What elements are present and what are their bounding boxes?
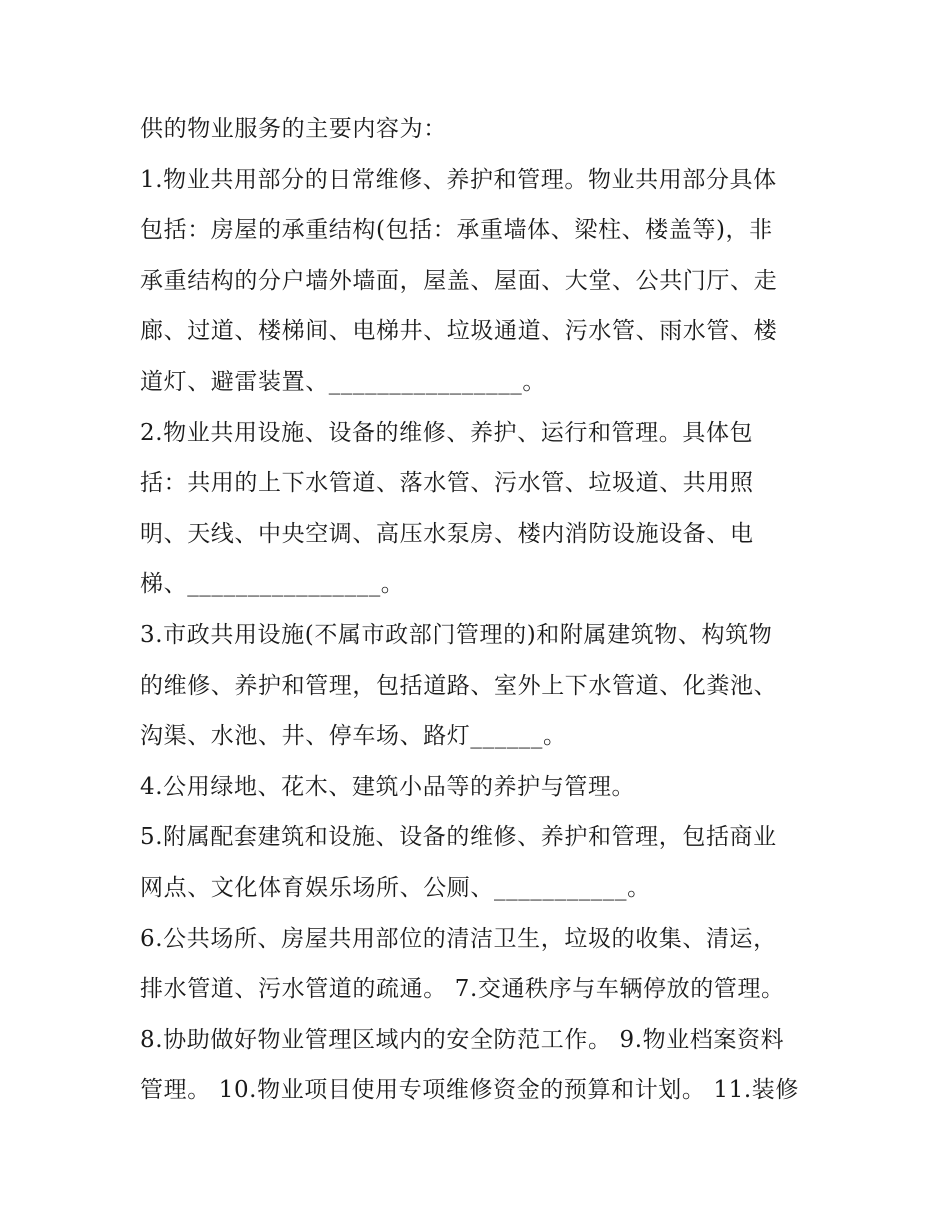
text-line: 3.市政共用设施(不属市政部门管理的)和附属建筑物、构筑物 bbox=[140, 621, 773, 648]
text-line: 括：共用的上下水管道、落水管、污水管、垃圾道、共用照 bbox=[140, 470, 754, 497]
text-line: 廊、过道、楼梯间、电梯井、垃圾通道、污水管、雨水管、楼 bbox=[140, 318, 778, 345]
text-line: 供的物业服务的主要内容为： bbox=[140, 116, 447, 142]
text-line: 道灯、避雷装置、________________。 bbox=[140, 368, 546, 395]
text-line: 梯、________________。 bbox=[140, 571, 405, 598]
text-line: 包括：房屋的承重结构(包括：承重墙体、梁柱、楼盖等)，非 bbox=[140, 217, 773, 244]
text-line: 沟渠、水池、井、停车场、路灯______。 bbox=[140, 723, 567, 750]
text-line: 排水管道、污水管道的疏通。 7.交通秩序与车辆停放的管理。 bbox=[140, 976, 785, 1003]
text-line: 5.附属配套建筑和设施、设备的维修、养护和管理，包括商业 bbox=[140, 824, 777, 851]
text-line: 管理。 10.物业项目使用专项维修资金的预算和计划。 11.装修 bbox=[140, 1077, 799, 1104]
text-line: 6.公共场所、房屋共用部位的清洁卫生，垃圾的收集、清运， bbox=[140, 925, 777, 952]
text-line: 8.协助做好物业管理区域内的安全防范工作。 9.物业档案资料 bbox=[140, 1026, 785, 1053]
text-line: 4.公用绿地、花木、建筑小品等的养护与管理。 bbox=[140, 773, 636, 800]
text-line: 承重结构的分户墙外墙面，屋盖、屋面、大堂、公共门厅、走 bbox=[140, 267, 778, 294]
text-line: 的维修、养护和管理，包括道路、室外上下水管道、化粪池、 bbox=[140, 672, 778, 699]
text-line: 明、天线、中央空调、高压水泵房、楼内消防设施设备、电 bbox=[140, 520, 754, 547]
text-line: 网点、文化体育娱乐场所、公厕、___________。 bbox=[140, 874, 651, 901]
text-line: 2.物业共用设施、设备的维修、养护、运行和管理。具体包 bbox=[140, 419, 754, 446]
document-body bbox=[140, 104, 830, 1116]
text-line: 1.物业共用部分的日常维修、养护和管理。物业共用部分具体 bbox=[140, 166, 777, 193]
